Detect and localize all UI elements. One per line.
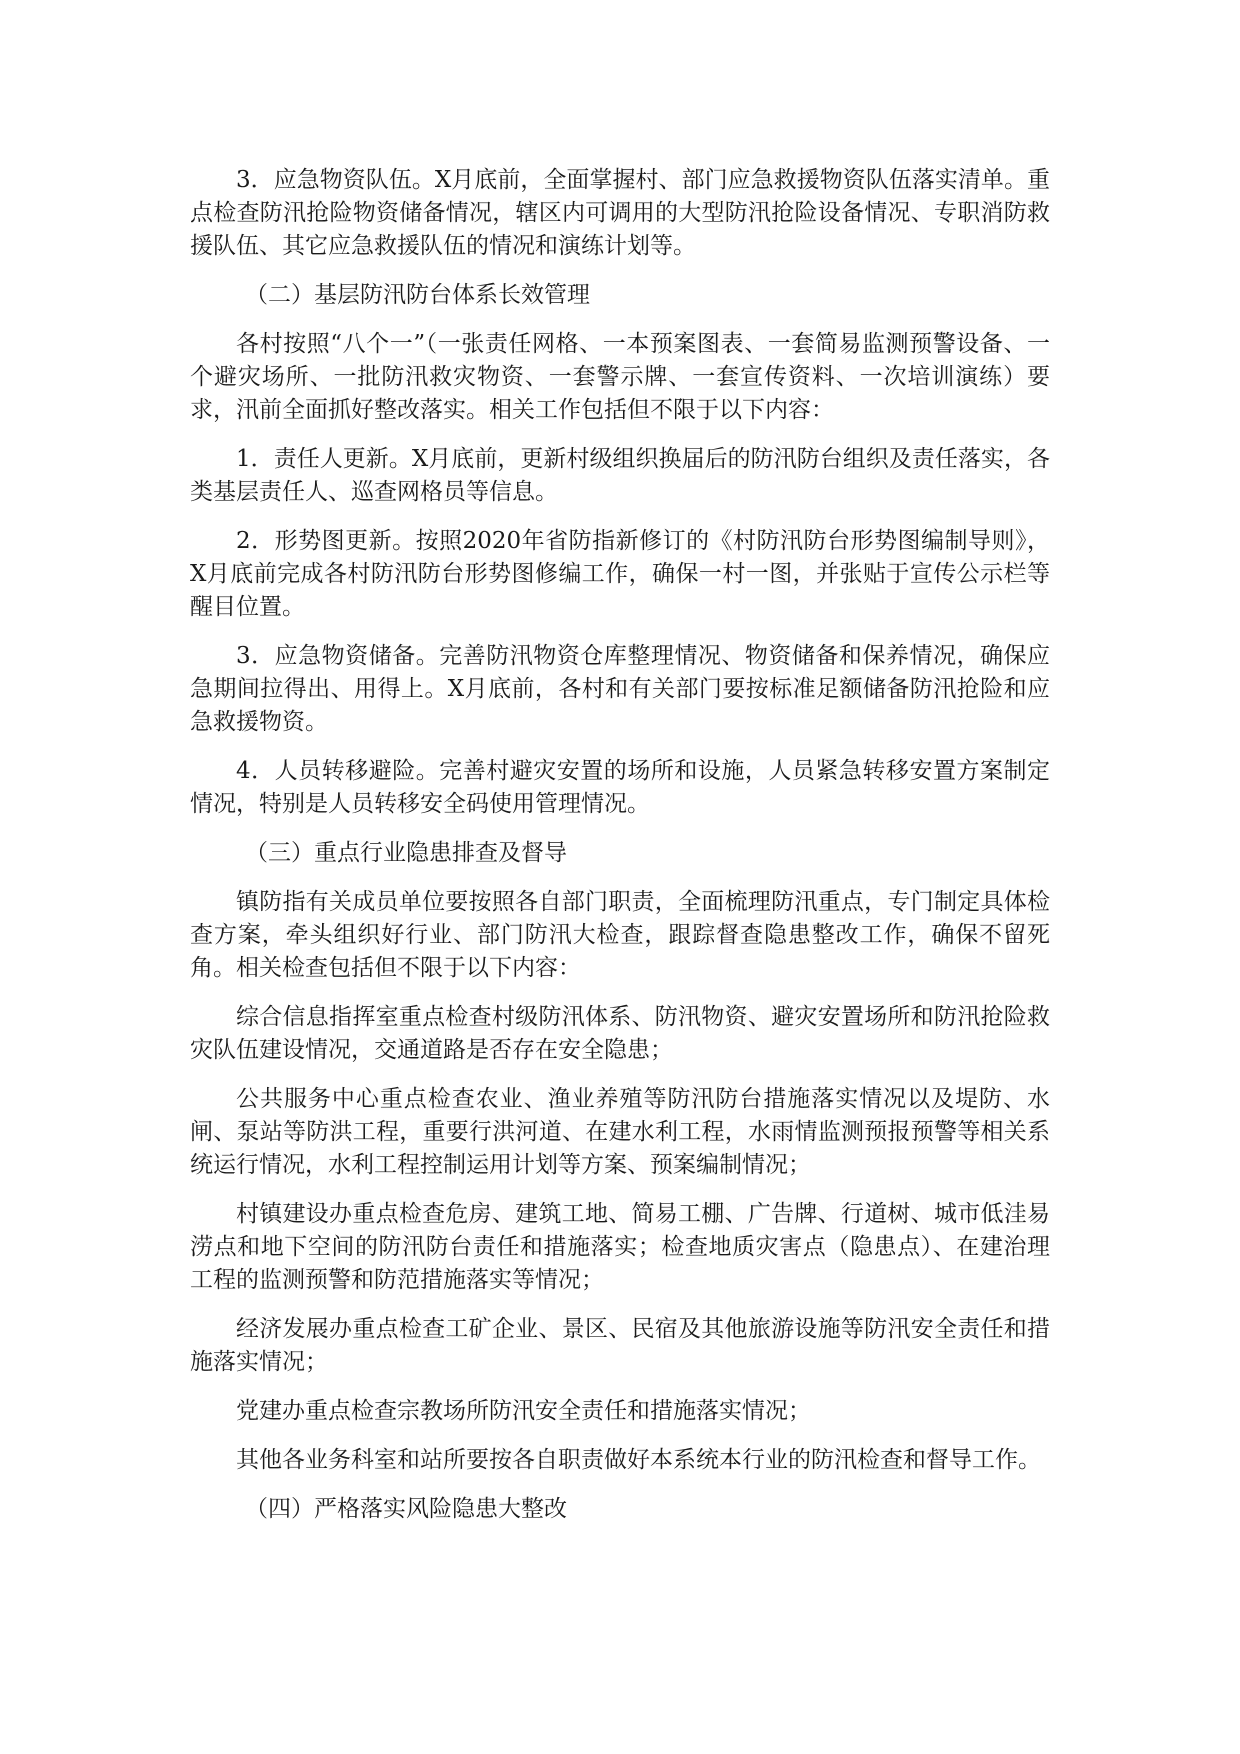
document-body	[190, 164, 1050, 1542]
section-heading-3: （三）重点行业隐患排查及督导	[245, 840, 567, 866]
section-heading-2: （二）基层防汛防台体系长效管理	[245, 282, 590, 308]
paragraph-party-building-office: 党建办重点检查宗教场所防汛安全责任和措施落实情况；	[236, 1398, 811, 1424]
paragraph-member-units: 镇防指有关成员单位要按照各自部门职责，全面梳理防汛重点，专门制定具体检查方案，牵头组织好行业、部门防汛大检查，跟踪督查隐患整改工作，确保不留死角。相关检查包括但不限于以下内容：	[190, 889, 1050, 981]
paragraph-responsible-person-update: 1．责任人更新。X月底前，更新村级组织换届后的防汛防台组织及责任落实，各类基层责任人、巡查网格员等信息。	[190, 446, 1050, 505]
section-heading-4: （四）严格落实风险隐患大整改	[245, 1496, 567, 1522]
paragraph-public-service-center: 公共服务中心重点检查农业、渔业养殖等防汛防台措施落实情况以及堤防、水闸、泵站等防洪工程，重要行洪河道、在建水利工程，水雨情监测预报预警等相关系统运行情况，水利工程控制运用计划等方案、预案编制情况；	[190, 1086, 1050, 1178]
paragraph-economic-development-office: 经济发展办重点检查工矿企业、景区、民宿及其他旅游设施等防汛安全责任和措施落实情况；	[190, 1316, 1050, 1375]
paragraph-emergency-supply-teams: 3．应急物资队伍。X月底前，全面掌握村、部门应急救援物资队伍落实清单。重点检查防汛抢险物资储备情况，辖区内可调用的大型防汛抢险设备情况、专职消防救援队伍、其它应急救援队伍的情况和演练计划等。	[190, 167, 1050, 259]
paragraph-personnel-evacuation: 4．人员转移避险。完善村避灾安置的场所和设施，人员紧急转移安置方案制定情况，特别是人员转移安全码使用管理情况。	[190, 758, 1050, 817]
paragraph-village-construction-office: 村镇建设办重点检查危房、建筑工地、简易工棚、广告牌、行道树、城市低洼易涝点和地下空间的防汛防台责任和措施落实；检查地质灾害点（隐患点）、在建治理工程的监测预警和防范措施落实等情况；	[190, 1201, 1050, 1293]
paragraph-emergency-supply-reserve: 3．应急物资储备。完善防汛物资仓库整理情况、物资储备和保养情况，确保应急期间拉得出、用得上。X月底前，各村和有关部门要按标准足额储备防汛抢险和应急救援物资。	[190, 643, 1050, 735]
paragraph-other-departments: 其他各业务科室和站所要按各自职责做好本系统本行业的防汛检查和督导工作。	[236, 1447, 1041, 1473]
paragraph-eight-ones: 各村按照“八个一”（一张责任网格、一本预案图表、一套简易监测预警设备、一个避灾场所、一批防汛救灾物资、一套警示牌、一套宣传资料、一次培训演练）要求，汛前全面抓好整改落实。相关工作包括但不限于以下内容：	[190, 331, 1050, 423]
paragraph-command-room: 综合信息指挥室重点检查村级防汛体系、防汛物资、避灾安置场所和防汛抢险救灾队伍建设情况，交通道路是否存在安全隐患；	[190, 1004, 1050, 1063]
paragraph-situation-map-update: 2．形势图更新。按照2020年省防指新修订的《村防汛防台形势图编制导则》，X月底前完成各村防汛防台形势图修编工作，确保一村一图，并张贴于宣传公示栏等醒目位置。	[190, 528, 1050, 620]
